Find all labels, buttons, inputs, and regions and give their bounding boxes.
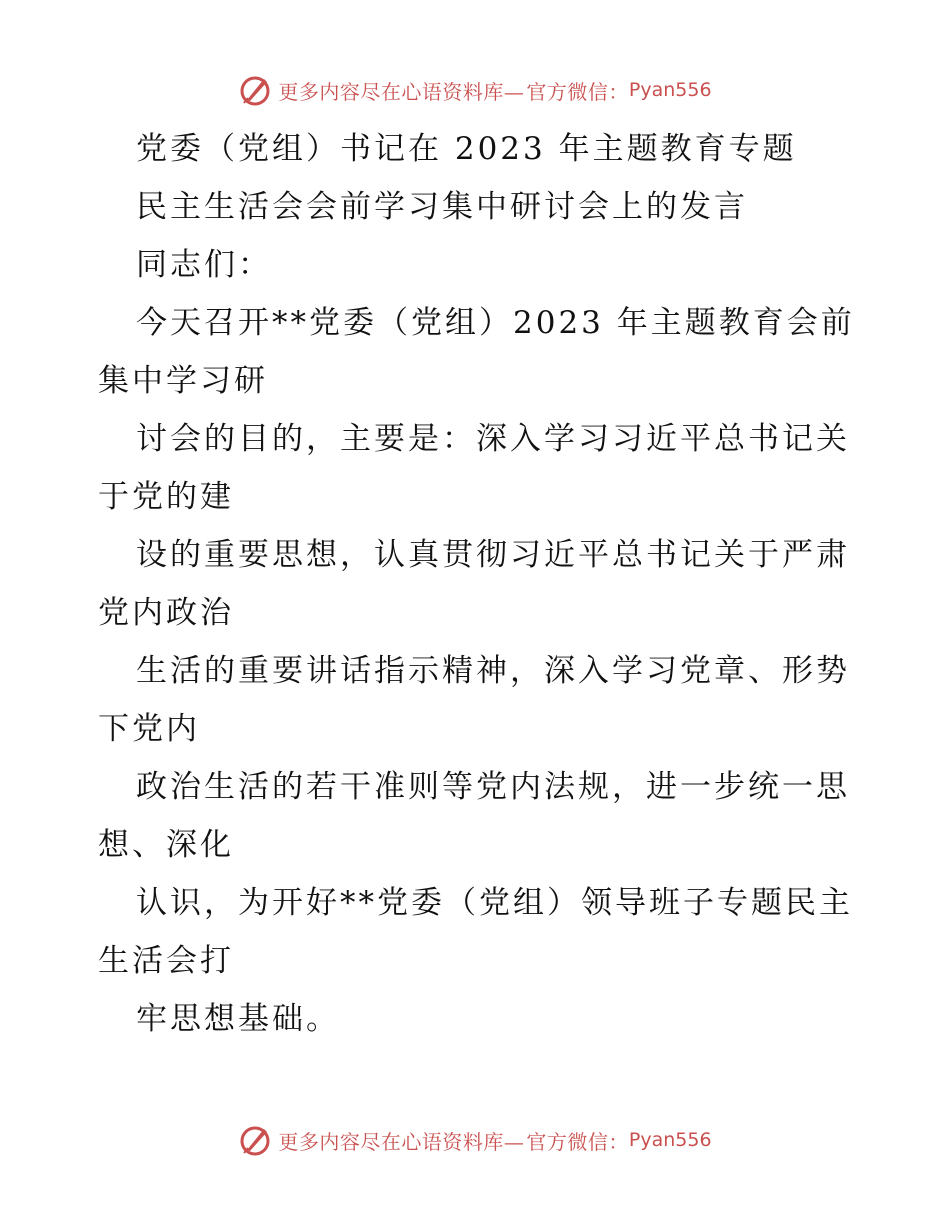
quill-pen-circle-logo <box>238 1123 272 1157</box>
paragraph-line: 集中学习研 <box>98 363 268 399</box>
salutation: 同志们： <box>136 247 272 283</box>
paragraph-line: 想、深化 <box>98 827 234 863</box>
watermark-wechat-id: Pyan556 <box>628 1129 712 1151</box>
paragraph-line: 认识，为开好**党委（党组）领导班子专题民主 <box>136 885 853 921</box>
speech-body <box>98 120 858 1048</box>
title-line-1: 党委（党组）书记在 2023 年主题教育专题 <box>136 131 797 167</box>
paragraph-line: 今天召开**党委（党组）2023 年主题教育会前 <box>136 305 855 341</box>
watermark-wechat-id: Pyan556 <box>628 79 712 101</box>
footer-watermark <box>0 1120 950 1160</box>
quill-pen-circle-logo <box>238 73 272 107</box>
paragraph-line: 讨会的目的，主要是：深入学习习近平总书记关 <box>136 421 850 457</box>
paragraph-line: 政治生活的若干准则等党内法规，进一步统一思 <box>136 769 850 805</box>
header-watermark <box>0 70 950 110</box>
paragraph-line: 生活的重要讲话指示精神，深入学习党章、形势 <box>136 653 850 689</box>
watermark-wechat-label: 官方微信： <box>526 1129 629 1154</box>
watermark-text: 更多内容尽在心语资料库— <box>278 79 525 104</box>
paragraph-line: 牢思想基础。 <box>136 1001 340 1037</box>
paragraph-line: 党内政治 <box>98 595 234 631</box>
title-line-2: 民主生活会会前学习集中研讨会上的发言 <box>136 189 748 225</box>
watermark-text: 更多内容尽在心语资料库— <box>278 1129 525 1154</box>
watermark-wechat-label: 官方微信： <box>526 79 629 104</box>
paragraph-line: 生活会打 <box>98 943 234 979</box>
paragraph-line: 于党的建 <box>98 479 234 515</box>
paragraph-line: 下党内 <box>98 711 200 747</box>
paragraph-line: 设的重要思想，认真贯彻习近平总书记关于严肃 <box>136 537 850 573</box>
